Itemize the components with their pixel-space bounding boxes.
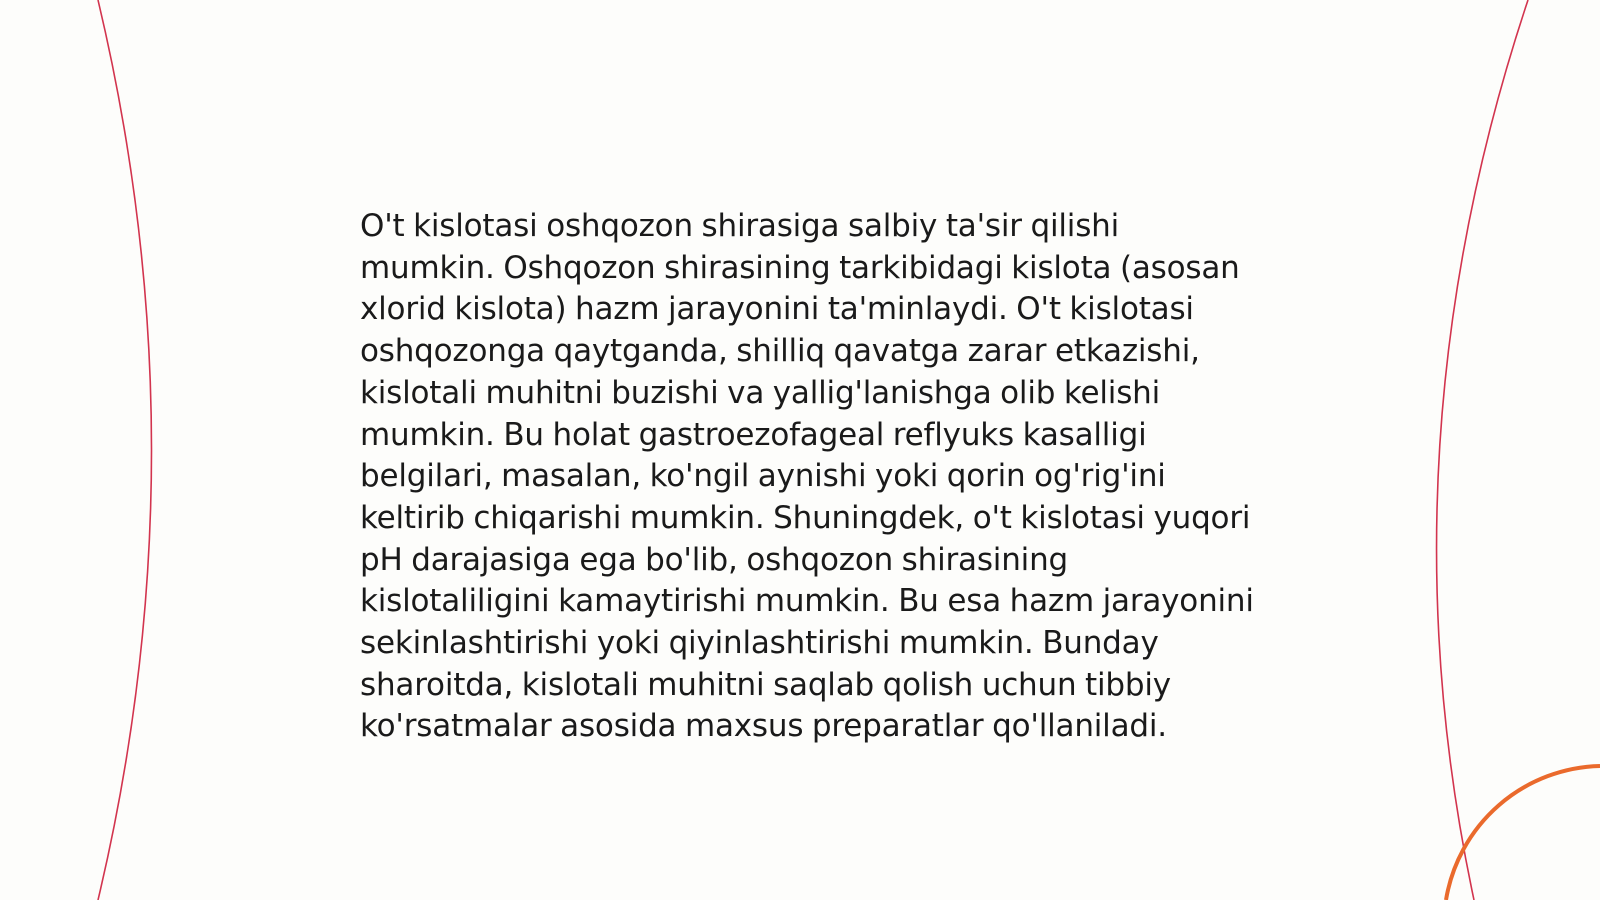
left-curve-line: [98, 0, 152, 900]
paragraph-text: O't kislotasi oshqozon shirasiga salbiy ta'sir qilishi mumkin. Oshqozon shirasining tarkibidagi kislota (asosan xlorid kislota) hazm jarayonini ta'minlaydi. O't kislotasi oshqozonga qaytganda, shilliq qavatga zarar etkazishi, kislotali muhitni buzishi va yallig'lanishga olib kelishi mumkin. Bu holat gastroezofageal reflyuks kasalligi belgilari, masalan, ko'ngil aynishi yoki qorin og'rig'ini keltirib chiqarishi mumkin. Shuningdek, o't kislotasi yuqori pH darajasiga ega bo'lib, oshqozon shirasining kislotaliligini kamaytirishi mumkin. Bu esa hazm jarayonini sekinlashtirishi yoki qiyinlashtirishi mumkin. Bunday sharoitda, kislotali muhitni saqlab qolish uchun tibbiy ko'rsatmalar asosida maxsus preparatlar qo'llaniladi.: [360, 208, 1254, 745]
right-curve-line: [1437, 0, 1528, 900]
